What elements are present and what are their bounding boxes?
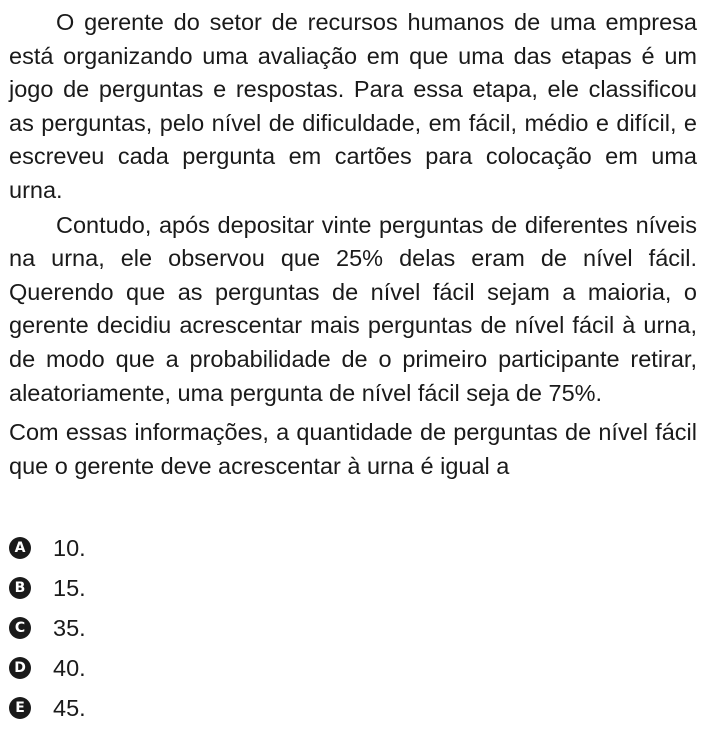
option-c[interactable] bbox=[9, 608, 86, 648]
option-b[interactable] bbox=[9, 568, 86, 608]
option-d-letter-icon: D bbox=[9, 657, 31, 679]
paragraph-2: Contudo, após depositar vinte perguntas de diferentes níveis na urna, ele observou que 25% delas eram de nível fácil. Querendo que as perguntas de nível fácil sejam a maioria, o gerente decidiu acrescentar mais perguntas de nível fácil à urna, de modo que a probabilidade de o primeiro participante retirar, aleatoriamente, uma pergunta de nível fácil seja de 75%. bbox=[9, 211, 697, 406]
option-d[interactable] bbox=[9, 648, 86, 688]
question-stem: Com essas informações, a quantidade de perguntas de nível fácil que o gerente deve acrescentar à urna é igual a bbox=[9, 419, 697, 479]
answer-options bbox=[9, 528, 86, 728]
option-e-text: 45. bbox=[53, 694, 86, 721]
question-text bbox=[9, 6, 697, 483]
option-c-letter-icon: C bbox=[9, 617, 31, 639]
option-a-text: 10. bbox=[53, 534, 86, 561]
option-e[interactable] bbox=[9, 688, 86, 728]
option-a[interactable] bbox=[9, 528, 86, 568]
paragraph-1: O gerente do setor de recursos humanos de uma empresa está organizando uma avaliação em que uma das etapas é um jogo de perguntas e respostas. Para essa etapa, ele classificou as perguntas, pelo nível de dificuldade, em fácil, médio e difícil, e escreveu cada pergunta em cartões para colocação em uma urna. bbox=[9, 9, 697, 203]
option-a-letter-icon: A bbox=[9, 537, 31, 559]
option-b-letter-icon: B bbox=[9, 577, 31, 599]
option-b-text: 15. bbox=[53, 574, 86, 601]
option-e-letter-icon: E bbox=[9, 697, 31, 719]
option-c-text: 35. bbox=[53, 614, 86, 641]
option-d-text: 40. bbox=[53, 654, 86, 681]
